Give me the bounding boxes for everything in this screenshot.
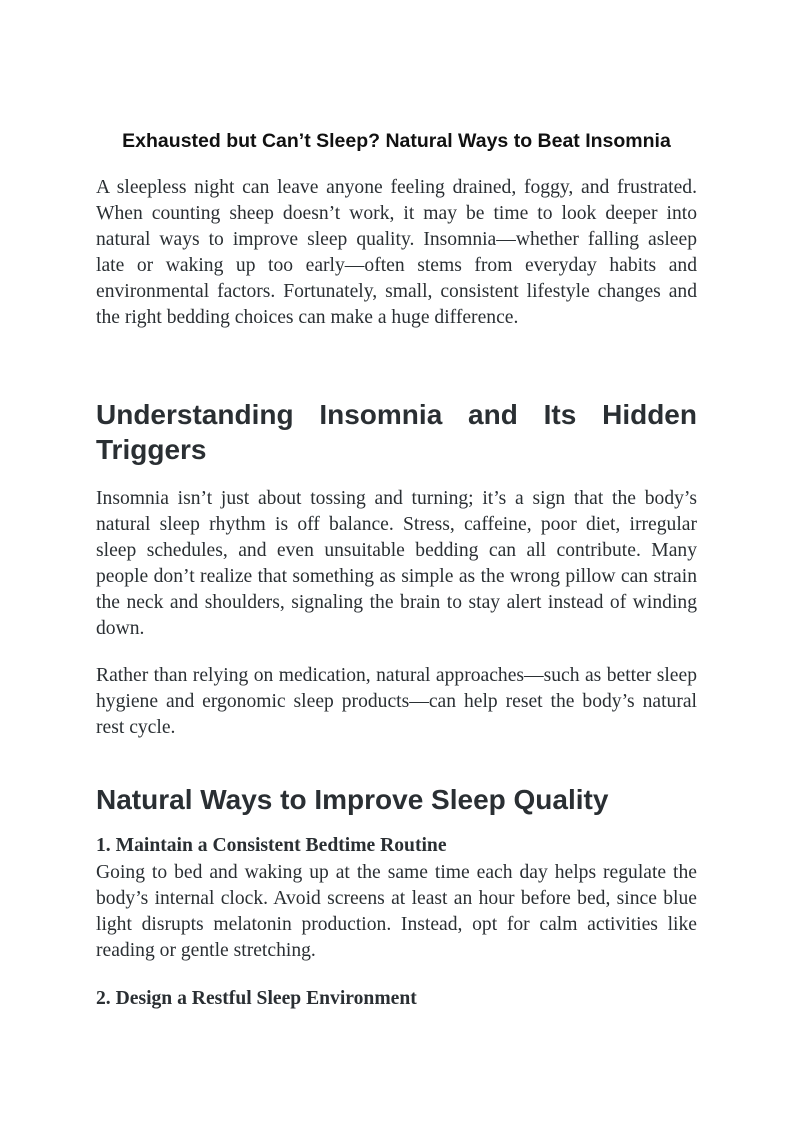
insomnia-causes-paragraph: Insomnia isn’t just about tossing and turning; it’s a sign that the body’s natural sleep rhythm is off balance. Stress, caffeine, poor diet, irregular sleep schedules, and even unsuitable bedding can all contribute. Many people don’t realize that something as simple as the wrong pillow can strain the neck and shoulders, signaling the brain to stay alert instead of winding down.	[96, 488, 697, 640]
document-title: Exhausted but Can’t Sleep? Natural Ways to Beat Insomnia	[122, 130, 671, 152]
bedtime-routine-paragraph: Going to bed and waking up at the same time each day helps regulate the body’s internal clock. Avoid screens at least an hour before bed, since blue light disrupts melatonin production. Instead, opt for calm activities like reading or gentle stretching.	[96, 862, 697, 962]
intro-paragraph: A sleepless night can leave anyone feeling drained, foggy, and frustrated. When counting sheep doesn’t work, it may be time to look deeper into natural ways to improve sleep quality. Insomnia—whether falling asleep late or waking up too early—often stems from everyday habits and environmental factors. Fortunately, small, consistent lifestyle changes and the right bedding choices can make a huge difference.	[96, 177, 697, 329]
subheading-sleep-environment: 2. Design a Restful Sleep Environment	[96, 988, 417, 1009]
section-heading-natural-ways: Natural Ways to Improve Sleep Quality	[96, 784, 609, 815]
subheading-bedtime-routine: 1. Maintain a Consistent Bedtime Routine	[96, 835, 447, 856]
section-heading-understanding-insomnia: Understanding Insomnia and Its Hidden Triggers	[96, 399, 697, 465]
natural-approaches-paragraph: Rather than relying on medication, natural approaches—such as better sleep hygiene and ergonomic sleep products—can help reset the body’s natural rest cycle.	[96, 665, 697, 739]
